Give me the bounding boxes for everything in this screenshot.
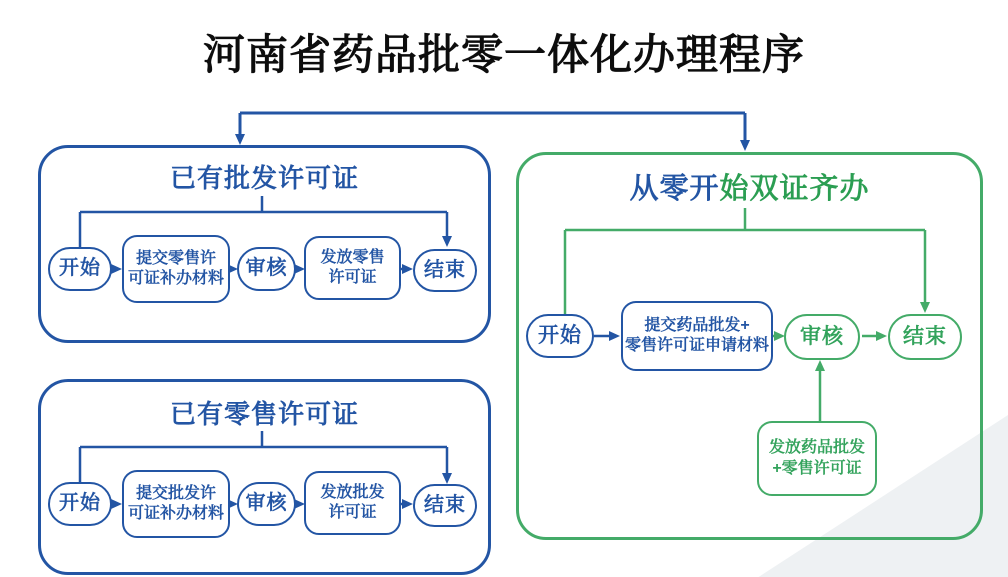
node-label-line2: 许可证 xyxy=(328,269,377,286)
wholesale-submit-node xyxy=(122,235,230,303)
node-label-line1: 提交零售许 xyxy=(135,249,216,267)
dual-issue-node xyxy=(757,421,877,496)
retail-review-node xyxy=(237,482,296,526)
node-label: 开始 xyxy=(538,323,582,347)
node-label: 结束 xyxy=(424,258,466,281)
dual-review-node xyxy=(784,314,860,360)
node-label: 审核 xyxy=(800,324,844,348)
retail-start-node xyxy=(48,482,112,526)
node-label: 结束 xyxy=(424,493,466,516)
node-label-line2: 许可证 xyxy=(328,504,377,521)
node-label: 开始 xyxy=(59,492,101,515)
node-label: 结束 xyxy=(903,324,947,348)
panel-retail-title: 已有零售许可证 xyxy=(169,399,359,429)
retail-submit-node xyxy=(122,470,230,538)
node-label-line1: 发放药品批发 xyxy=(768,439,865,457)
node-label: 开始 xyxy=(59,257,101,280)
retail-issue-node xyxy=(304,471,401,535)
wholesale-review-node xyxy=(237,247,296,291)
wholesale-end-node xyxy=(413,249,477,292)
wholesale-issue-node xyxy=(304,236,401,300)
dual-end-node xyxy=(888,314,962,360)
node-label-line2: 可证补办材料 xyxy=(127,505,224,522)
node-label-line2: +零售许可证 xyxy=(772,459,862,477)
panel-wholesale xyxy=(38,145,491,343)
dual-submit-node xyxy=(621,301,773,371)
node-label-line1: 发放批发 xyxy=(320,483,385,501)
node-label: 审核 xyxy=(245,257,288,280)
node-label-line2: 零售许可证申请材料 xyxy=(624,337,769,354)
panel-dual-title-blue-part: 从零开 xyxy=(629,173,720,205)
node-label-line1: 提交批发许 xyxy=(135,484,216,502)
wholesale-start-node xyxy=(48,247,112,291)
panel-dual-title-green-part: 始双证齐办 xyxy=(719,173,870,205)
node-label: 审核 xyxy=(245,492,288,515)
node-label-line1: 发放零售 xyxy=(320,248,385,266)
retail-end-node xyxy=(413,484,477,527)
page-title: 河南省药品批零一体化办理程序 xyxy=(202,31,805,78)
dual-start-node xyxy=(526,314,594,358)
connector-top-bridge xyxy=(240,113,745,141)
panel-wholesale-title: 已有批发许可证 xyxy=(169,163,359,193)
panel-dual-title xyxy=(519,166,980,207)
panel-retail xyxy=(38,379,491,575)
node-label-line1: 提交药品批发+ xyxy=(644,316,750,334)
node-label-line2: 可证补办材料 xyxy=(127,270,224,287)
